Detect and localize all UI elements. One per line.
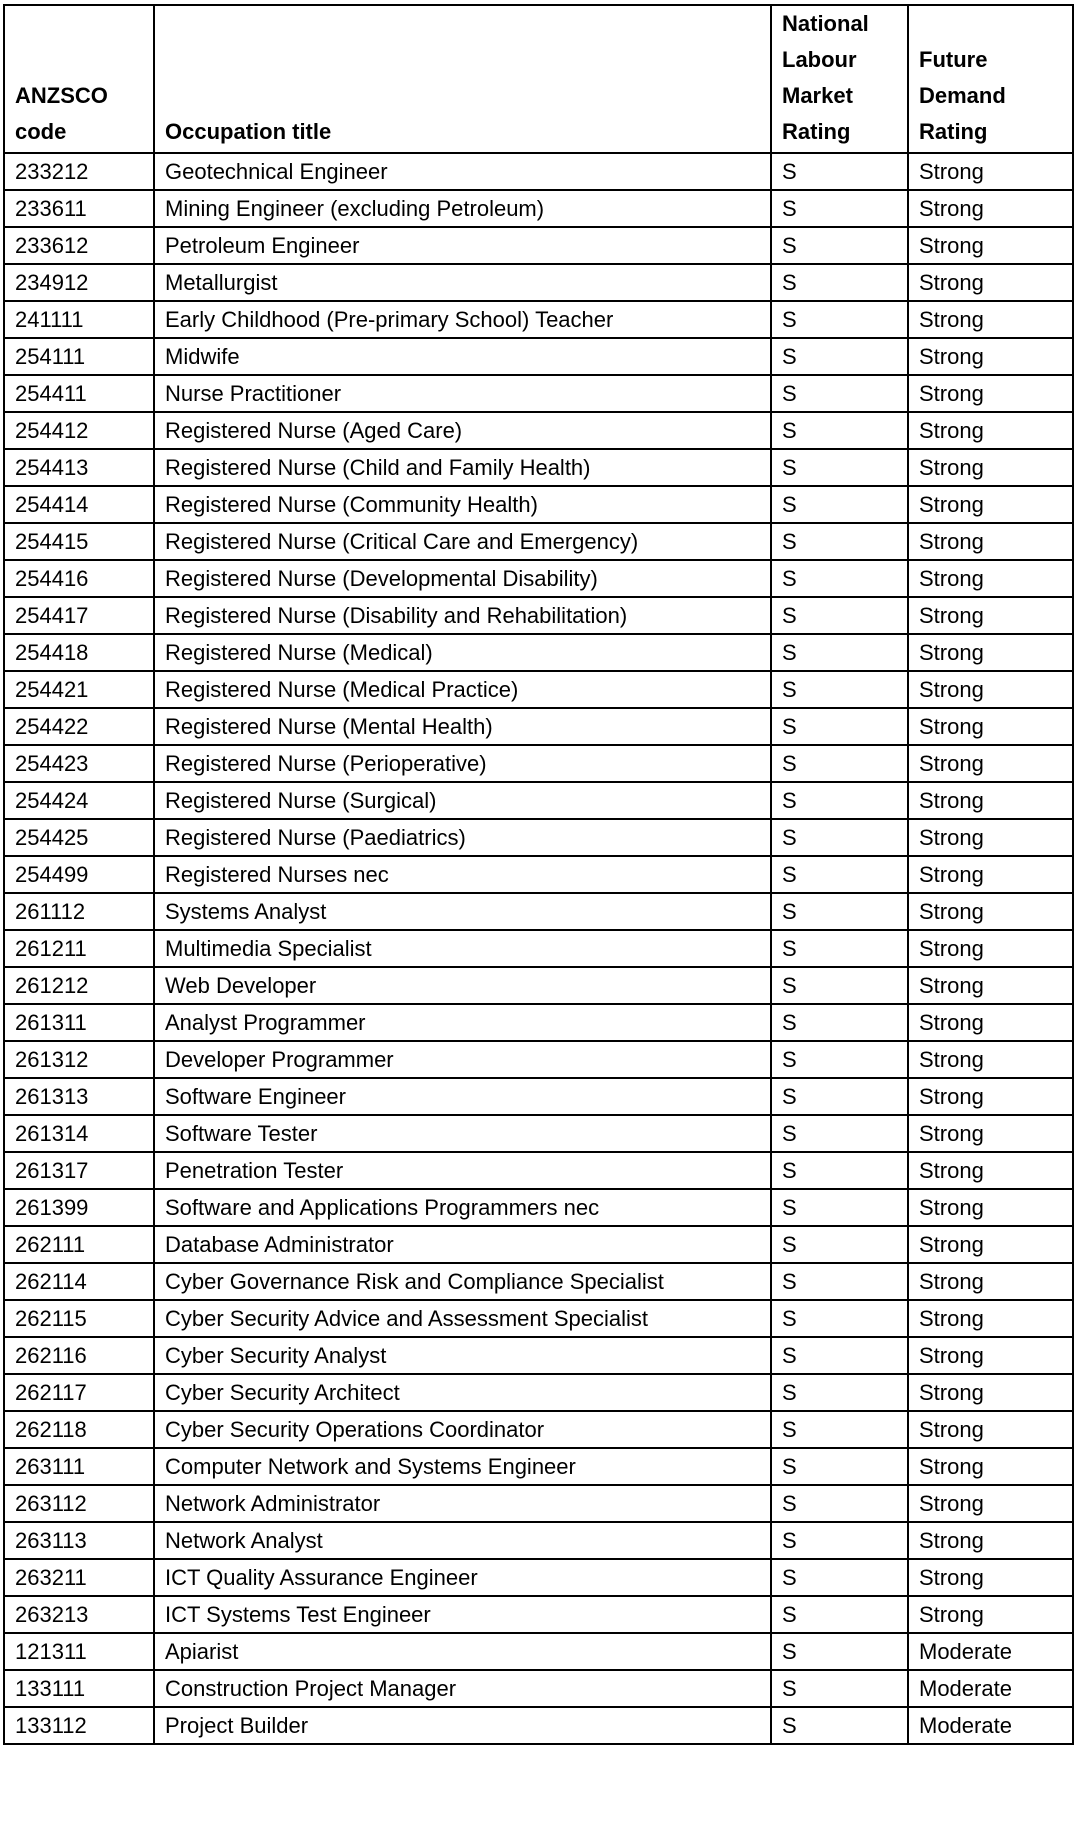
cell-anzsco-code: 261311 xyxy=(4,1004,154,1041)
cell-occupation-title: Project Builder xyxy=(154,1707,771,1744)
cell-anzsco-code: 261313 xyxy=(4,1078,154,1115)
cell-national-rating: S xyxy=(771,1041,908,1078)
cell-future-rating: Strong xyxy=(908,1522,1073,1559)
header-national-rating xyxy=(771,5,908,153)
cell-anzsco-code: 233611 xyxy=(4,190,154,227)
header-line: code xyxy=(15,119,67,144)
cell-future-rating: Moderate xyxy=(908,1633,1073,1670)
cell-occupation-title: Registered Nurse (Perioperative) xyxy=(154,745,771,782)
cell-anzsco-code: 254422 xyxy=(4,708,154,745)
cell-occupation-title: Systems Analyst xyxy=(154,893,771,930)
cell-occupation-title: Construction Project Manager xyxy=(154,1670,771,1707)
cell-national-rating: S xyxy=(771,930,908,967)
cell-anzsco-code: 254417 xyxy=(4,597,154,634)
cell-national-rating: S xyxy=(771,375,908,412)
cell-future-rating: Strong xyxy=(908,745,1073,782)
cell-national-rating: S xyxy=(771,264,908,301)
cell-national-rating: S xyxy=(771,1448,908,1485)
cell-national-rating: S xyxy=(771,819,908,856)
table-row xyxy=(4,1189,1073,1226)
cell-anzsco-code: 254418 xyxy=(4,634,154,671)
cell-national-rating: S xyxy=(771,1374,908,1411)
cell-national-rating: S xyxy=(771,1115,908,1152)
table-row xyxy=(4,375,1073,412)
table-row xyxy=(4,523,1073,560)
occupation-table xyxy=(3,4,1074,1745)
cell-national-rating: S xyxy=(771,1485,908,1522)
cell-future-rating: Strong xyxy=(908,1263,1073,1300)
cell-occupation-title: Metallurgist xyxy=(154,264,771,301)
cell-national-rating: S xyxy=(771,1004,908,1041)
cell-national-rating: S xyxy=(771,412,908,449)
cell-occupation-title: Computer Network and Systems Engineer xyxy=(154,1448,771,1485)
cell-occupation-title: Registered Nurse (Disability and Rehabilitation) xyxy=(154,597,771,634)
header-line: National xyxy=(782,11,869,36)
cell-national-rating: S xyxy=(771,634,908,671)
cell-future-rating: Strong xyxy=(908,1115,1073,1152)
cell-future-rating: Strong xyxy=(908,671,1073,708)
cell-future-rating: Strong xyxy=(908,1448,1073,1485)
cell-occupation-title: Petroleum Engineer xyxy=(154,227,771,264)
header-line: Occupation title xyxy=(165,119,332,144)
table-row xyxy=(4,338,1073,375)
cell-occupation-title: ICT Systems Test Engineer xyxy=(154,1596,771,1633)
cell-future-rating: Strong xyxy=(908,227,1073,264)
cell-future-rating: Strong xyxy=(908,1485,1073,1522)
header-line: Future xyxy=(919,47,988,72)
cell-occupation-title: Developer Programmer xyxy=(154,1041,771,1078)
header-line: Rating xyxy=(919,119,988,144)
cell-occupation-title: Cyber Security Analyst xyxy=(154,1337,771,1374)
cell-anzsco-code: 254412 xyxy=(4,412,154,449)
cell-anzsco-code: 262114 xyxy=(4,1263,154,1300)
cell-anzsco-code: 254425 xyxy=(4,819,154,856)
cell-national-rating: S xyxy=(771,1263,908,1300)
cell-future-rating: Strong xyxy=(908,634,1073,671)
cell-occupation-title: Software Tester xyxy=(154,1115,771,1152)
cell-anzsco-code: 261399 xyxy=(4,1189,154,1226)
table-row xyxy=(4,1448,1073,1485)
cell-national-rating: S xyxy=(771,856,908,893)
cell-national-rating: S xyxy=(771,1189,908,1226)
cell-occupation-title: Registered Nurse (Child and Family Health) xyxy=(154,449,771,486)
cell-future-rating: Strong xyxy=(908,1374,1073,1411)
cell-national-rating: S xyxy=(771,1300,908,1337)
cell-national-rating: S xyxy=(771,1411,908,1448)
cell-national-rating: S xyxy=(771,745,908,782)
cell-anzsco-code: 262115 xyxy=(4,1300,154,1337)
table-row xyxy=(4,560,1073,597)
cell-future-rating: Strong xyxy=(908,1596,1073,1633)
table-row xyxy=(4,1300,1073,1337)
header-future-rating xyxy=(908,5,1073,153)
cell-future-rating: Strong xyxy=(908,1152,1073,1189)
cell-national-rating: S xyxy=(771,1337,908,1374)
cell-future-rating: Strong xyxy=(908,893,1073,930)
cell-occupation-title: Network Administrator xyxy=(154,1485,771,1522)
cell-future-rating: Strong xyxy=(908,449,1073,486)
cell-future-rating: Strong xyxy=(908,1559,1073,1596)
cell-future-rating: Strong xyxy=(908,412,1073,449)
table-row xyxy=(4,1115,1073,1152)
cell-occupation-title: Cyber Security Operations Coordinator xyxy=(154,1411,771,1448)
table-row xyxy=(4,1485,1073,1522)
cell-future-rating: Strong xyxy=(908,153,1073,190)
cell-anzsco-code: 261314 xyxy=(4,1115,154,1152)
table-row xyxy=(4,190,1073,227)
cell-future-rating: Strong xyxy=(908,967,1073,1004)
header-line: Rating xyxy=(782,119,851,144)
cell-anzsco-code: 254499 xyxy=(4,856,154,893)
cell-future-rating: Strong xyxy=(908,930,1073,967)
cell-occupation-title: Mining Engineer (excluding Petroleum) xyxy=(154,190,771,227)
table-row xyxy=(4,782,1073,819)
table-row xyxy=(4,1596,1073,1633)
cell-national-rating: S xyxy=(771,1078,908,1115)
cell-anzsco-code: 254111 xyxy=(4,338,154,375)
cell-anzsco-code: 262111 xyxy=(4,1226,154,1263)
cell-national-rating: S xyxy=(771,338,908,375)
table-row xyxy=(4,227,1073,264)
cell-occupation-title: Registered Nurse (Developmental Disability) xyxy=(154,560,771,597)
cell-national-rating: S xyxy=(771,597,908,634)
cell-anzsco-code: 263112 xyxy=(4,1485,154,1522)
cell-anzsco-code: 261317 xyxy=(4,1152,154,1189)
cell-future-rating: Strong xyxy=(908,1337,1073,1374)
cell-anzsco-code: 263213 xyxy=(4,1596,154,1633)
cell-anzsco-code: 241111 xyxy=(4,301,154,338)
table-row xyxy=(4,301,1073,338)
cell-future-rating: Strong xyxy=(908,782,1073,819)
cell-national-rating: S xyxy=(771,893,908,930)
cell-future-rating: Strong xyxy=(908,1041,1073,1078)
cell-occupation-title: Software and Applications Programmers nec xyxy=(154,1189,771,1226)
cell-occupation-title: Registered Nurse (Medical) xyxy=(154,634,771,671)
cell-future-rating: Strong xyxy=(908,708,1073,745)
cell-occupation-title: Multimedia Specialist xyxy=(154,930,771,967)
cell-national-rating: S xyxy=(771,708,908,745)
cell-future-rating: Strong xyxy=(908,190,1073,227)
table-row xyxy=(4,1411,1073,1448)
table-row xyxy=(4,1633,1073,1670)
table-row xyxy=(4,1004,1073,1041)
cell-national-rating: S xyxy=(771,782,908,819)
cell-national-rating: S xyxy=(771,1522,908,1559)
cell-national-rating: S xyxy=(771,671,908,708)
cell-anzsco-code: 254415 xyxy=(4,523,154,560)
cell-anzsco-code: 254413 xyxy=(4,449,154,486)
table-row xyxy=(4,745,1073,782)
cell-occupation-title: Analyst Programmer xyxy=(154,1004,771,1041)
table-row xyxy=(4,449,1073,486)
cell-anzsco-code: 233612 xyxy=(4,227,154,264)
cell-national-rating: S xyxy=(771,153,908,190)
cell-occupation-title: Registered Nurse (Critical Care and Emergency) xyxy=(154,523,771,560)
cell-occupation-title: Midwife xyxy=(154,338,771,375)
cell-occupation-title: Registered Nurse (Medical Practice) xyxy=(154,671,771,708)
cell-anzsco-code: 254411 xyxy=(4,375,154,412)
cell-occupation-title: Registered Nurse (Community Health) xyxy=(154,486,771,523)
cell-occupation-title: Registered Nurse (Aged Care) xyxy=(154,412,771,449)
cell-anzsco-code: 261212 xyxy=(4,967,154,1004)
header-line: Market xyxy=(782,83,853,108)
cell-occupation-title: Registered Nurse (Paediatrics) xyxy=(154,819,771,856)
cell-occupation-title: Nurse Practitioner xyxy=(154,375,771,412)
cell-occupation-title: ICT Quality Assurance Engineer xyxy=(154,1559,771,1596)
cell-occupation-title: Early Childhood (Pre-primary School) Teacher xyxy=(154,301,771,338)
cell-future-rating: Strong xyxy=(908,1078,1073,1115)
cell-future-rating: Strong xyxy=(908,1189,1073,1226)
table-row xyxy=(4,1337,1073,1374)
cell-future-rating: Strong xyxy=(908,338,1073,375)
cell-future-rating: Strong xyxy=(908,1004,1073,1041)
table-row xyxy=(4,1707,1073,1744)
table-row xyxy=(4,412,1073,449)
cell-anzsco-code: 254416 xyxy=(4,560,154,597)
cell-future-rating: Strong xyxy=(908,856,1073,893)
cell-occupation-title: Geotechnical Engineer xyxy=(154,153,771,190)
table-row xyxy=(4,1041,1073,1078)
table-row xyxy=(4,264,1073,301)
cell-future-rating: Moderate xyxy=(908,1707,1073,1744)
cell-national-rating: S xyxy=(771,227,908,264)
cell-future-rating: Strong xyxy=(908,523,1073,560)
table-row xyxy=(4,597,1073,634)
cell-future-rating: Strong xyxy=(908,819,1073,856)
cell-national-rating: S xyxy=(771,523,908,560)
table-row xyxy=(4,967,1073,1004)
cell-occupation-title: Software Engineer xyxy=(154,1078,771,1115)
cell-occupation-title: Cyber Governance Risk and Compliance Specialist xyxy=(154,1263,771,1300)
cell-future-rating: Strong xyxy=(908,1411,1073,1448)
cell-anzsco-code: 234912 xyxy=(4,264,154,301)
cell-occupation-title: Cyber Security Advice and Assessment Specialist xyxy=(154,1300,771,1337)
cell-national-rating: S xyxy=(771,967,908,1004)
cell-national-rating: S xyxy=(771,449,908,486)
table-row xyxy=(4,1263,1073,1300)
cell-future-rating: Strong xyxy=(908,264,1073,301)
cell-occupation-title: Registered Nurse (Mental Health) xyxy=(154,708,771,745)
cell-future-rating: Strong xyxy=(908,597,1073,634)
cell-anzsco-code: 233212 xyxy=(4,153,154,190)
cell-future-rating: Strong xyxy=(908,375,1073,412)
header-line: ANZSCO xyxy=(15,83,108,108)
header-occupation-title xyxy=(154,5,771,153)
cell-future-rating: Strong xyxy=(908,301,1073,338)
cell-future-rating: Moderate xyxy=(908,1670,1073,1707)
cell-anzsco-code: 261112 xyxy=(4,893,154,930)
header-line: Labour xyxy=(782,47,857,72)
header-anzsco-code xyxy=(4,5,154,153)
table-row xyxy=(4,856,1073,893)
table-row xyxy=(4,1078,1073,1115)
cell-anzsco-code: 121311 xyxy=(4,1633,154,1670)
cell-national-rating: S xyxy=(771,1152,908,1189)
cell-national-rating: S xyxy=(771,1226,908,1263)
cell-future-rating: Strong xyxy=(908,1300,1073,1337)
cell-future-rating: Strong xyxy=(908,486,1073,523)
cell-anzsco-code: 133112 xyxy=(4,1707,154,1744)
table-row xyxy=(4,1152,1073,1189)
cell-anzsco-code: 263111 xyxy=(4,1448,154,1485)
cell-national-rating: S xyxy=(771,486,908,523)
table-row xyxy=(4,153,1073,190)
table-row xyxy=(4,893,1073,930)
cell-occupation-title: Database Administrator xyxy=(154,1226,771,1263)
cell-anzsco-code: 261312 xyxy=(4,1041,154,1078)
table-row xyxy=(4,708,1073,745)
cell-occupation-title: Apiarist xyxy=(154,1633,771,1670)
cell-occupation-title: Network Analyst xyxy=(154,1522,771,1559)
cell-anzsco-code: 263211 xyxy=(4,1559,154,1596)
cell-anzsco-code: 254421 xyxy=(4,671,154,708)
table-row xyxy=(4,1226,1073,1263)
table-row xyxy=(4,671,1073,708)
cell-anzsco-code: 262118 xyxy=(4,1411,154,1448)
table-row xyxy=(4,930,1073,967)
cell-national-rating: S xyxy=(771,301,908,338)
cell-national-rating: S xyxy=(771,1596,908,1633)
cell-future-rating: Strong xyxy=(908,560,1073,597)
cell-occupation-title: Cyber Security Architect xyxy=(154,1374,771,1411)
table-row xyxy=(4,634,1073,671)
table-row xyxy=(4,819,1073,856)
cell-anzsco-code: 262117 xyxy=(4,1374,154,1411)
table-row xyxy=(4,486,1073,523)
cell-anzsco-code: 254423 xyxy=(4,745,154,782)
header-line: Demand xyxy=(919,83,1006,108)
cell-anzsco-code: 261211 xyxy=(4,930,154,967)
cell-anzsco-code: 263113 xyxy=(4,1522,154,1559)
table-body xyxy=(4,153,1073,1744)
table-row xyxy=(4,1559,1073,1596)
cell-occupation-title: Registered Nurse (Surgical) xyxy=(154,782,771,819)
cell-anzsco-code: 133111 xyxy=(4,1670,154,1707)
cell-national-rating: S xyxy=(771,190,908,227)
cell-national-rating: S xyxy=(771,1633,908,1670)
cell-occupation-title: Web Developer xyxy=(154,967,771,1004)
cell-national-rating: S xyxy=(771,560,908,597)
header-row xyxy=(4,5,1073,153)
table-row xyxy=(4,1670,1073,1707)
cell-occupation-title: Registered Nurses nec xyxy=(154,856,771,893)
cell-anzsco-code: 254424 xyxy=(4,782,154,819)
cell-future-rating: Strong xyxy=(908,1226,1073,1263)
cell-occupation-title: Penetration Tester xyxy=(154,1152,771,1189)
table-row xyxy=(4,1522,1073,1559)
cell-anzsco-code: 262116 xyxy=(4,1337,154,1374)
cell-national-rating: S xyxy=(771,1559,908,1596)
cell-national-rating: S xyxy=(771,1707,908,1744)
cell-national-rating: S xyxy=(771,1670,908,1707)
table-row xyxy=(4,1374,1073,1411)
cell-anzsco-code: 254414 xyxy=(4,486,154,523)
